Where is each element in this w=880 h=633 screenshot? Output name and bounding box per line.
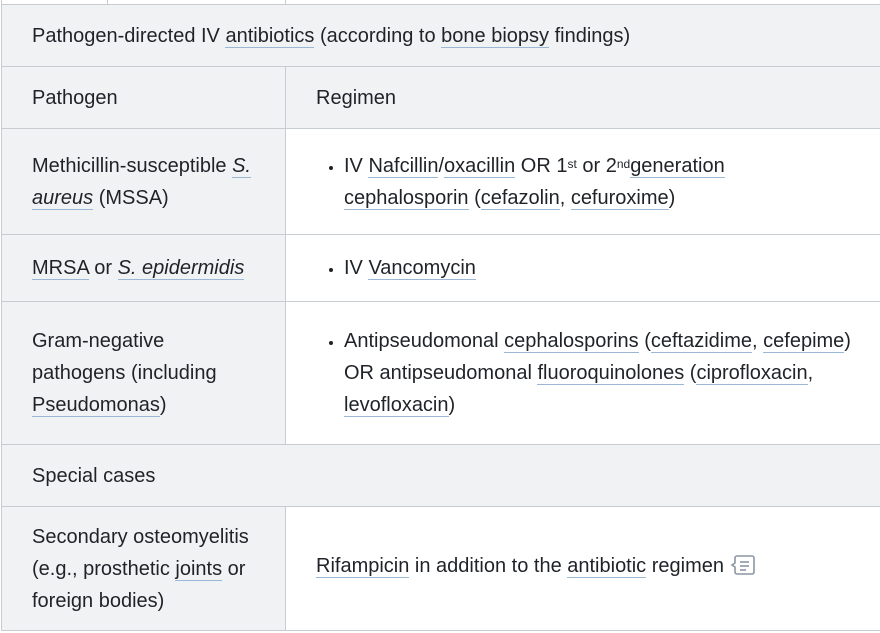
- regimen-text: Antipseudomonal: [344, 330, 505, 352]
- link-bone-biopsy[interactable]: bone biopsy: [441, 24, 550, 47]
- regimen-text: (: [638, 330, 651, 352]
- special-cases-title: Special cases: [2, 445, 880, 507]
- pathogen-cell-mssa: [2, 129, 286, 235]
- header-regimen: Regimen: [286, 67, 880, 129]
- note-comment-icon[interactable]: [730, 553, 756, 587]
- pathogen-text: ): [159, 394, 167, 416]
- link-antibiotics[interactable]: antibiotics: [225, 24, 315, 47]
- link-ceftazidime[interactable]: ceftazidime: [650, 330, 753, 352]
- pathogen-cell-secondary-osteomyelitis: [2, 507, 286, 631]
- pathogen-text: or: [88, 257, 118, 279]
- list-item: [344, 150, 852, 214]
- superscript: st: [567, 156, 577, 171]
- regimen-text: OR 1: [515, 154, 568, 177]
- regimen-text: ,: [559, 186, 571, 209]
- regimen-text: ): [448, 394, 456, 416]
- pathogen-text: Methicillin-susceptible: [32, 154, 233, 177]
- list-item: [344, 252, 852, 284]
- regimen-text: ,: [807, 362, 814, 384]
- list-item: [344, 325, 852, 421]
- regimen-text: regimen: [646, 555, 724, 577]
- table-row: [2, 129, 880, 235]
- regimen-text: ) OR antipseudomonal: [344, 330, 851, 384]
- table-row: [2, 235, 880, 302]
- section-title: [2, 5, 880, 67]
- regimen-text: (: [684, 362, 697, 384]
- regimen-cell-mssa: [286, 129, 880, 235]
- link-mrsa[interactable]: MRSA: [32, 257, 89, 279]
- section-header-row: [2, 5, 880, 67]
- regimen-text: IV: [344, 154, 369, 177]
- regimen-text: /: [438, 154, 445, 177]
- regimen-cell-secondary-osteomyelitis: [286, 507, 880, 631]
- regimen-text: ,: [752, 330, 764, 352]
- regimen-text: ): [668, 186, 676, 209]
- link-joints[interactable]: joints: [175, 557, 223, 580]
- link-s-epidermidis[interactable]: S. epidermidis: [117, 257, 245, 279]
- link-rifampicin[interactable]: Rifampicin: [316, 555, 410, 577]
- link-cephalosporins[interactable]: cephalosporins: [504, 330, 639, 352]
- link-generation-cephalosporin[interactable]: generation cephalosporin: [344, 154, 725, 209]
- pathogen-cell-mrsa: [2, 235, 286, 302]
- regimen-cell-mrsa: [286, 235, 880, 302]
- link-nafcillin[interactable]: Nafcillin: [368, 154, 439, 177]
- table-row: [2, 302, 880, 445]
- link-fluoroquinolones[interactable]: fluoroquinolones: [537, 362, 685, 384]
- pathogen-text: Secondary osteomyelitis (e.g., prosthetic: [32, 525, 249, 580]
- special-cases-row: [2, 445, 880, 507]
- pathogen-text: (MSSA): [93, 186, 169, 209]
- link-cefepime[interactable]: cefepime: [763, 330, 845, 352]
- link-cefazolin[interactable]: cefazolin: [480, 186, 560, 209]
- antibiotic-regimen-table: [1, 0, 880, 631]
- regimen-text: (: [468, 186, 481, 209]
- pathogen-text: or foreign bodies): [32, 557, 246, 612]
- link-antibiotic[interactable]: antibiotic: [567, 555, 647, 577]
- regimen-text: or 2: [576, 154, 617, 177]
- link-pseudomonas[interactable]: Pseudomonas: [32, 394, 160, 416]
- regimen-text: IV: [344, 257, 369, 279]
- link-vancomycin[interactable]: Vancomycin: [368, 257, 476, 279]
- header-pathogen: Pathogen: [2, 67, 286, 129]
- link-cefuroxime[interactable]: cefuroxime: [570, 186, 669, 209]
- pathogen-text: Gram-negative pathogens (including: [32, 330, 217, 384]
- link-levofloxacin[interactable]: levofloxacin: [344, 394, 449, 416]
- link-ciprofloxacin[interactable]: ciprofloxacin: [696, 362, 808, 384]
- regimen-cell-gram-negative: [286, 302, 880, 445]
- superscript: nd: [616, 156, 631, 171]
- column-header-row: [2, 67, 880, 129]
- table-row: [2, 507, 880, 631]
- section-title-text: Pathogen-directed IV: [32, 24, 226, 47]
- regimen-text: in addition to the: [409, 555, 568, 577]
- section-title-text: (according to: [314, 24, 442, 47]
- link-oxacillin[interactable]: oxacillin: [444, 154, 516, 177]
- link-s-aureus[interactable]: S. aureus: [32, 154, 251, 209]
- section-title-text: findings): [549, 24, 631, 47]
- pathogen-cell-gram-negative: [2, 302, 286, 445]
